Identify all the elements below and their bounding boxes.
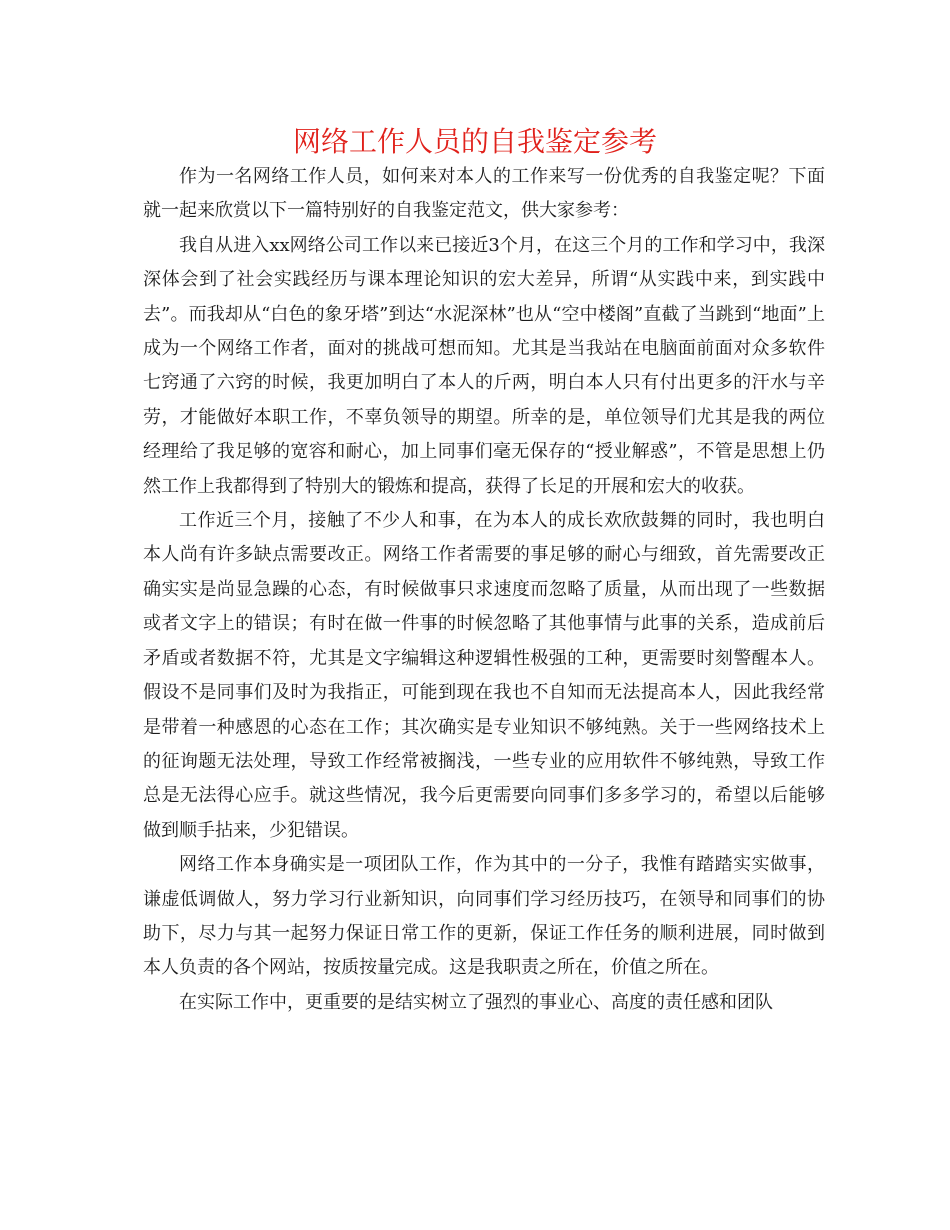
paragraph-experience: 我自从进入xx网络公司工作以来已接近3个月，在这三个月的工作和学习中，我深深体会到了社会实践经历与课本理论知识的宏大差异，所谓“从实践中来，到实践中去”。而我却从“白色的象牙塔”到达“水泥深林”也从“空中楼阁”直截了当跳到“地面”上成为一个网络工作者，面对的挑战可想而知。尤其是当我站在电脑面前面对众多软件七窍通了六窍的时候，我更加明白了本人的斤两，明白本人只有付出更多的汗水与辛劳，才能做好本职工作，不辜负领导的期望。所幸的是，单位领导们尤其是我的两位经理给了我足够的宽容和耐心，加上同事们毫无保存的“授业解惑”，不管是思想上仍然工作上我都得到了特别大的锻炼和提高，获得了长足的开展和宏大的收获。: [143, 234, 825, 497]
document-body: [143, 160, 825, 1020]
paragraph-shortcomings: 工作近三个月，接触了不少人和事，在为本人的成长欢欣鼓舞的同时，我也明白本人尚有许多缺点需要改正。网络工作者需要的事足够的耐心与细致，首先需要改正确实实是尚显急躁的心态，有时候做事只求速度而忽略了质量，从而出现了一些数据或者文字上的错误；有时在做一件事的时候忽略了其他事情与此事的关系，造成前后矛盾或者数据不符，尤其是文字编辑这种逻辑性极强的工种，更需要时刻警醒本人。假设不是同事们及时为我指正，可能到现在我也不自知而无法提高本人，因此我经常是带着一种感恩的心态在工作；其次确实是专业知识不够纯熟。关于一些网络技术上的征询题无法处理，导致工作经常被搁浅，一些专业的应用软件不够纯熟，导致工作总是无法得心应手。就这些情况，我今后更需要向同事们多多学习的，希望以后能够做到顺手拈来，少犯错误。: [143, 510, 825, 841]
page-title: 网络工作人员的自我鉴定参考: [292, 125, 657, 158]
paragraph-teamwork: 网络工作本身确实是一项团队工作，作为其中的一分子，我惟有踏踏实实做事，谦虚低调做人，努力学习行业新知识，向同事们学习经历技巧，在领导和同事们的协助下，尽力与其一起努力保证日常工作的更新，保证工作任务的顺利进展，同时做到本人负责的各个网站，按质按量完成。这是我职责之所在，价值之所在。: [143, 854, 825, 979]
paragraph-practice: 在实际工作中，更重要的是结实树立了强烈的事业心、高度的责任感和团队: [179, 991, 773, 1013]
paragraph-intro: 作为一名网络工作人员，如何来对本人的工作来写一份优秀的自我鉴定呢？下面就一起来欣赏以下一篇特别好的自我鉴定范文，供大家参考：: [143, 166, 825, 222]
